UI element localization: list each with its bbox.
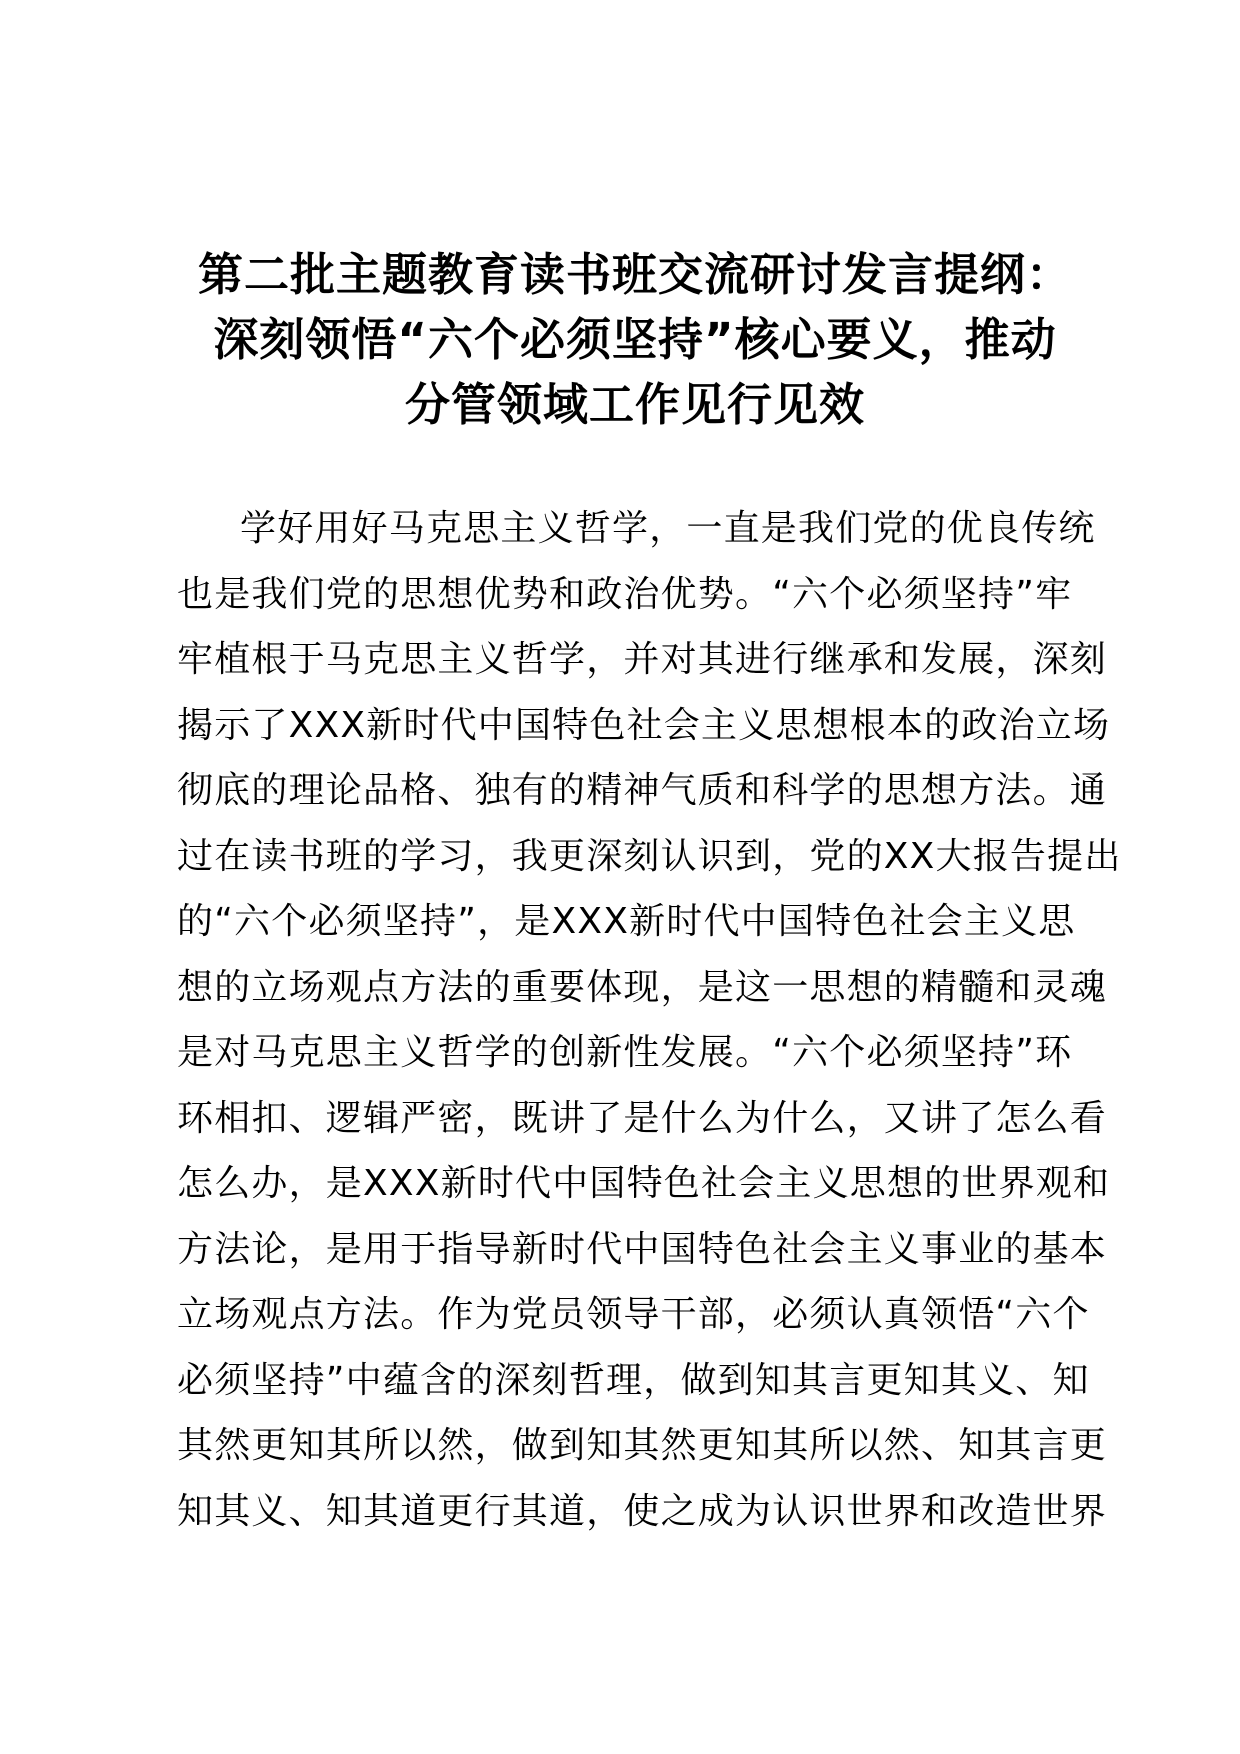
paragraph-line: 怎么办，是XXX新时代中国特色社会主义思想的世界观和 [177,1163,1111,1204]
paragraph-line: 环相扣、逻辑严密，既讲了是什么为什么，又讲了怎么看 [177,1097,1108,1139]
paragraph-line: 学好用好马克思主义哲学，一直是我们党的优良传统 [240,508,1096,549]
paragraph-line: 其然更知其所以然，做到知其然更知其所以然、知其言更 [177,1425,1108,1466]
paragraph-line: 的“六个必须坚持”，是XXX新时代中国特色社会主义思 [177,901,1076,942]
body-paragraph [177,496,1122,1544]
paragraph-line: 立场观点方法。作为党员领导干部，必须认真领悟“六个 [177,1294,1090,1335]
paragraph-line: 想的立场观点方法的重要体现，是这一思想的精髓和灵魂 [177,966,1108,1008]
title-line: 分管领域工作见行见效 [404,378,865,431]
paragraph-line: 揭示了XXX新时代中国特色社会主义思想根本的政治立场 [177,704,1111,746]
paragraph-line: 牢植根于马克思主义哲学，并对其进行继承和发展，深刻 [177,639,1108,680]
paragraph-line: 知其义、知其道更行其道，使之成为认识世界和改造世界 [177,1490,1108,1532]
paragraph-line: 方法论，是用于指导新时代中国特色社会主义事业的基本 [177,1228,1108,1270]
paragraph-line: 必须坚持”中蕴含的深刻哲理，做到知其言更知其义、知 [177,1359,1090,1401]
paragraph-line: 彻底的理论品格、独有的精神气质和科学的思想方法。通 [177,770,1108,811]
document-title [175,242,1095,437]
paragraph-line: 是对马克思主义哲学的创新性发展。“六个必须坚持”环 [177,1032,1073,1073]
paragraph-line: 也是我们党的思想优势和政治优势。“六个必须坚持”牢 [177,573,1073,615]
title-line: 第二批主题教育读书班交流研讨发言提纲： [197,248,1072,301]
title-line: 深刻领悟“六个必须坚持”核心要义，推动 [213,313,1057,366]
paragraph-line: 过在读书班的学习，我更深刻认识到，党的XX大报告提出 [177,835,1122,877]
